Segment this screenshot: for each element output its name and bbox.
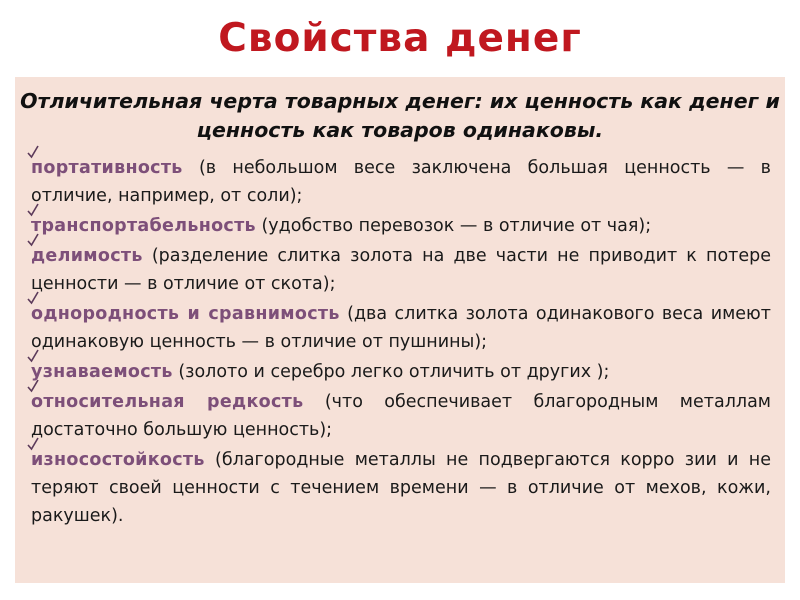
item-text: (разделение слитка золота на две части не приводит к потере ценности — в отличие от скота); <box>31 246 771 294</box>
list-item-transportability <box>31 212 771 240</box>
check-icon <box>27 437 39 451</box>
intro-text: Отличительная черта товарных денег: их ценность как денег и ценность как товаров одинаковы. <box>20 89 780 142</box>
list-item-divisibility <box>31 242 771 298</box>
property-list <box>15 154 785 530</box>
list-item-recognizability <box>31 358 771 386</box>
item-term: износостойкость <box>31 450 205 470</box>
item-term: делимость <box>31 246 143 266</box>
list-item-rarity <box>31 388 771 444</box>
item-text: (золото и серебро легко отличить от других ); <box>172 362 610 382</box>
content-panel <box>15 77 785 583</box>
item-text: (благородные металлы не подвергаются корро зии и не теряют своей ценности с течением времени — в отличие от мехов, кожи, ракушек). <box>31 450 771 526</box>
check-icon <box>27 145 39 159</box>
item-text: (удобство перевозок — в отличие от чая); <box>255 216 652 236</box>
slide-title: Свойства денег <box>218 16 582 61</box>
item-term: однородность и сравнимость <box>31 304 340 324</box>
check-icon <box>27 233 39 247</box>
check-icon <box>27 349 39 363</box>
list-item-portability <box>31 154 771 210</box>
item-text: (в небольшом весе заключена большая ценность — в отличие, например, от соли); <box>31 158 771 206</box>
list-item-homogeneity <box>31 300 771 356</box>
item-term: транспортабельность <box>31 216 256 236</box>
item-text: (два слитка золота одинакового веса имеют одинаковую ценность — в отличие от пушнины); <box>31 304 771 352</box>
check-icon <box>27 379 39 393</box>
check-icon <box>27 291 39 305</box>
item-term: узнаваемость <box>31 362 173 382</box>
item-text: (что обеспечивает благородным металлам достаточно большую ценность); <box>31 392 771 440</box>
item-term: портативность <box>31 158 183 178</box>
check-icon <box>27 203 39 217</box>
list-item-durability <box>31 446 771 530</box>
item-term: относительная редкость <box>31 392 304 412</box>
